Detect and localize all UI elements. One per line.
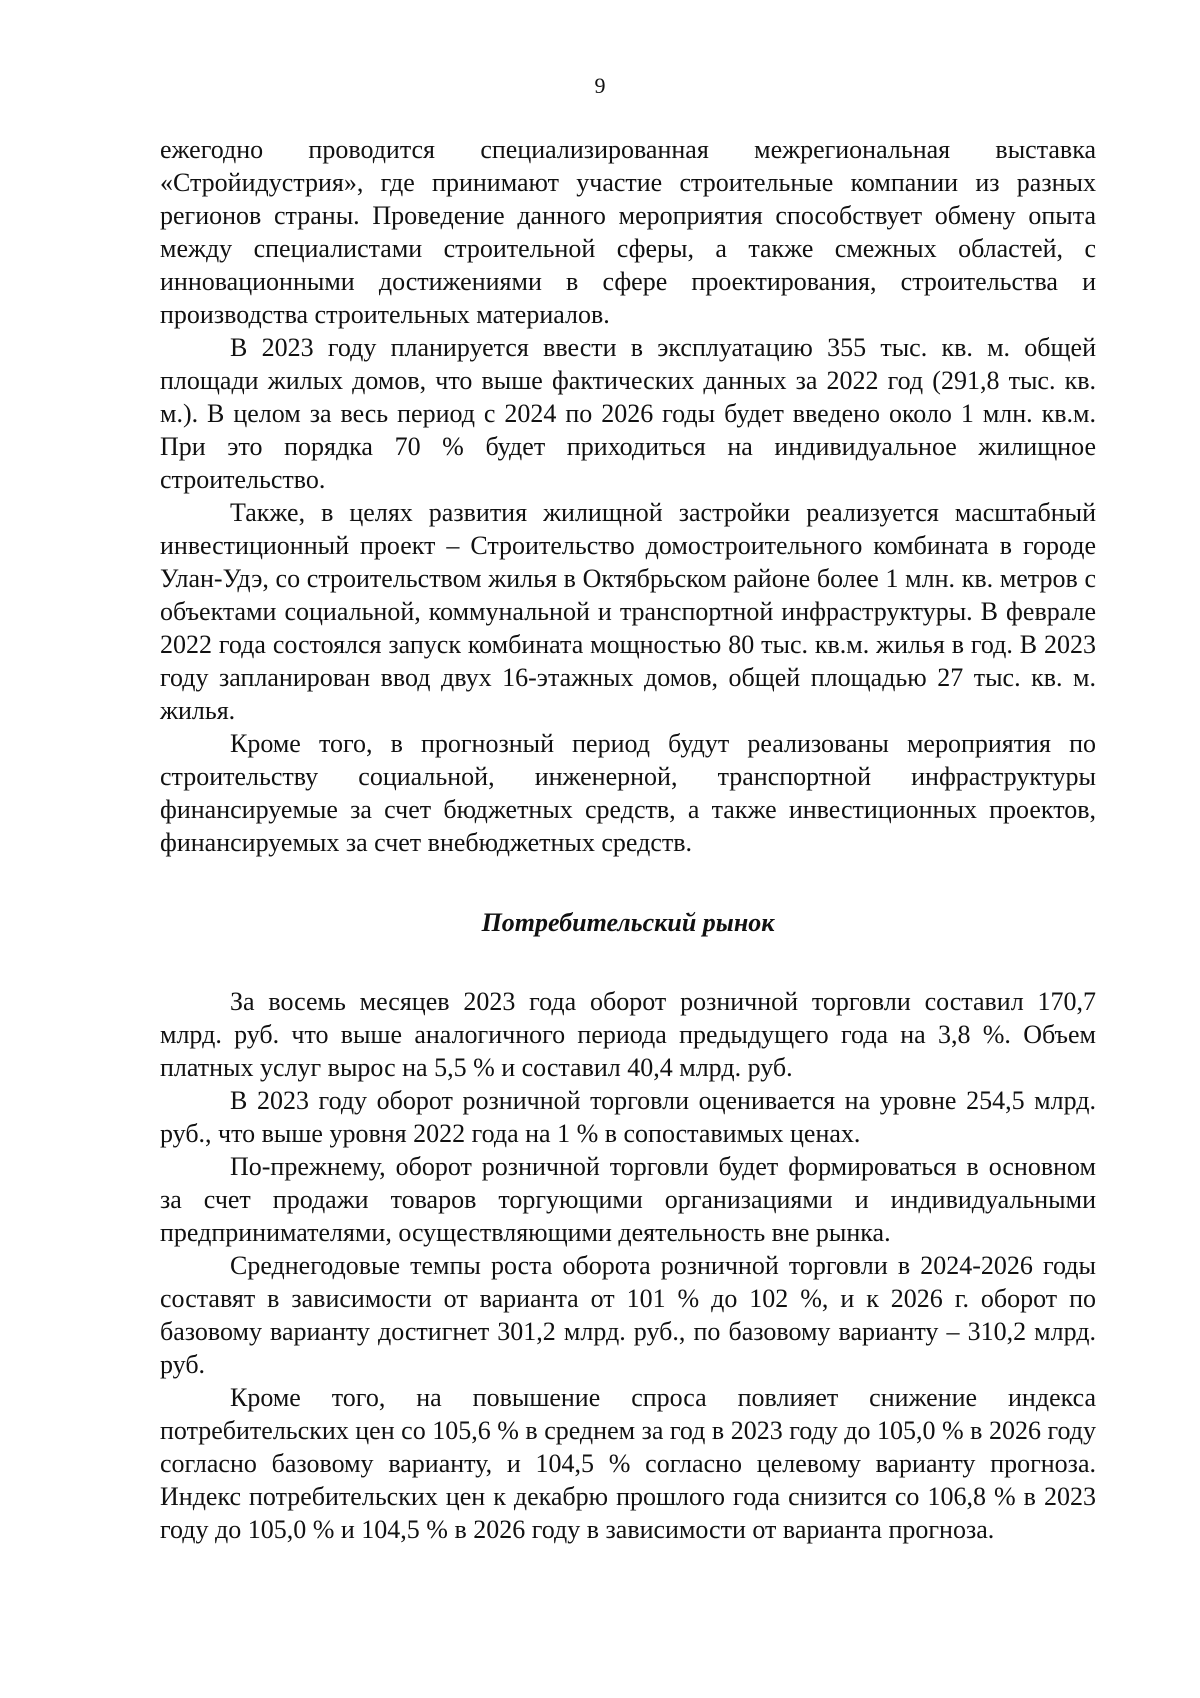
paragraph-housing-plan: В 2023 году планируется ввести в эксплуатацию 355 тыс. кв. м. общей площади жилых домов, что выше фактических данных за 2022 год (291,8 тыс. кв. м.). В целом за весь период с 2024 по 2026 годы будет введено около 1 млн. кв.м. При это порядка 70 % будет приходиться на индивидуальное жилищное строительство. [160,333,1096,494]
paragraph-retail-structure: По-прежнему, оборот розничной торговли будет формироваться в основном за счет продажи товаров торгующими организациями и индивидуальными предпринимателями, осуществляющими деятельность вне рынка. [160,1152,1096,1247]
paragraph-continued: ежегодно проводится специализированная межрегиональная выставка «Стройидустрия», где принимают участие строительные компании из разных регионов страны. Проведение данного мероприятия способствует обмену опыта между специалистами строительной сферы, а также смежных областей, с инновационными достижениями в сфере проектирования, строительства и производства строительных материалов. [160,135,1096,329]
paragraph-growth-rates: Среднегодовые темпы роста оборота розничной торговли в 2024-2026 годы составят в зависимости от варианта от 101 % до 102 %, и к 2026 г. оборот по базовому варианту достигнет 301,2 млрд. руб., по базовому варианту – 310,2 млрд. руб. [160,1251,1096,1379]
paragraph-price-index: Кроме того, на повышение спроса повлияет снижение индекса потребительских цен со 105,6 % в среднем за год в 2023 году до 105,0 % в 2026 году согласно базовому варианту, и 104,5 % согласно целевому варианту прогноза. Индекс потребительских цен к декабрю прошлого года снизится со 106,8 % в 2023 году до 105,0 % и 104,5 % в 2026 году в зависимости от варианта прогноза. [160,1383,1096,1544]
section-heading: Потребительский рынок [481,908,775,937]
body-text [160,133,1096,1546]
paragraph-investment-project: Также, в целях развития жилищной застройки реализуется масштабный инвестиционный проект – Строительство домостроительного комбината в городе Улан-Удэ, со строительством жилья в Октябрьском районе более 1 млн. кв. метров с объектами социальной, коммунальной и транспортной инфраструктуры. В феврале 2022 года состоялся запуск комбината мощностью 80 тыс. кв.м. жилья в год. В 2023 году запланирован ввод двух 16-этажных домов, общей площадью 27 тыс. кв. м. жилья. [160,498,1096,725]
page-number: 9 [594,73,606,98]
paragraph-retail-estimate: В 2023 году оборот розничной торговли оценивается на уровне 254,5 млрд. руб., что выше уровня 2022 года на 1 % в сопоставимых ценах. [160,1086,1096,1148]
paragraph-retail-eight-months: За восемь месяцев 2023 года оборот розничной торговли составил 170,7 млрд. руб. что выше аналогичного периода предыдущего года на 3,8 %. Объем платных услуг вырос на 5,5 % и составил 40,4 млрд. руб. [160,987,1096,1082]
paragraph-infrastructure: Кроме того, в прогнозный период будут реализованы мероприятия по строительству социальной, инженерной, транспортной инфраструктуры финансируемые за счет бюджетных средств, а также инвестиционных проектов, финансируемых за счет внебюджетных средств. [160,729,1096,857]
